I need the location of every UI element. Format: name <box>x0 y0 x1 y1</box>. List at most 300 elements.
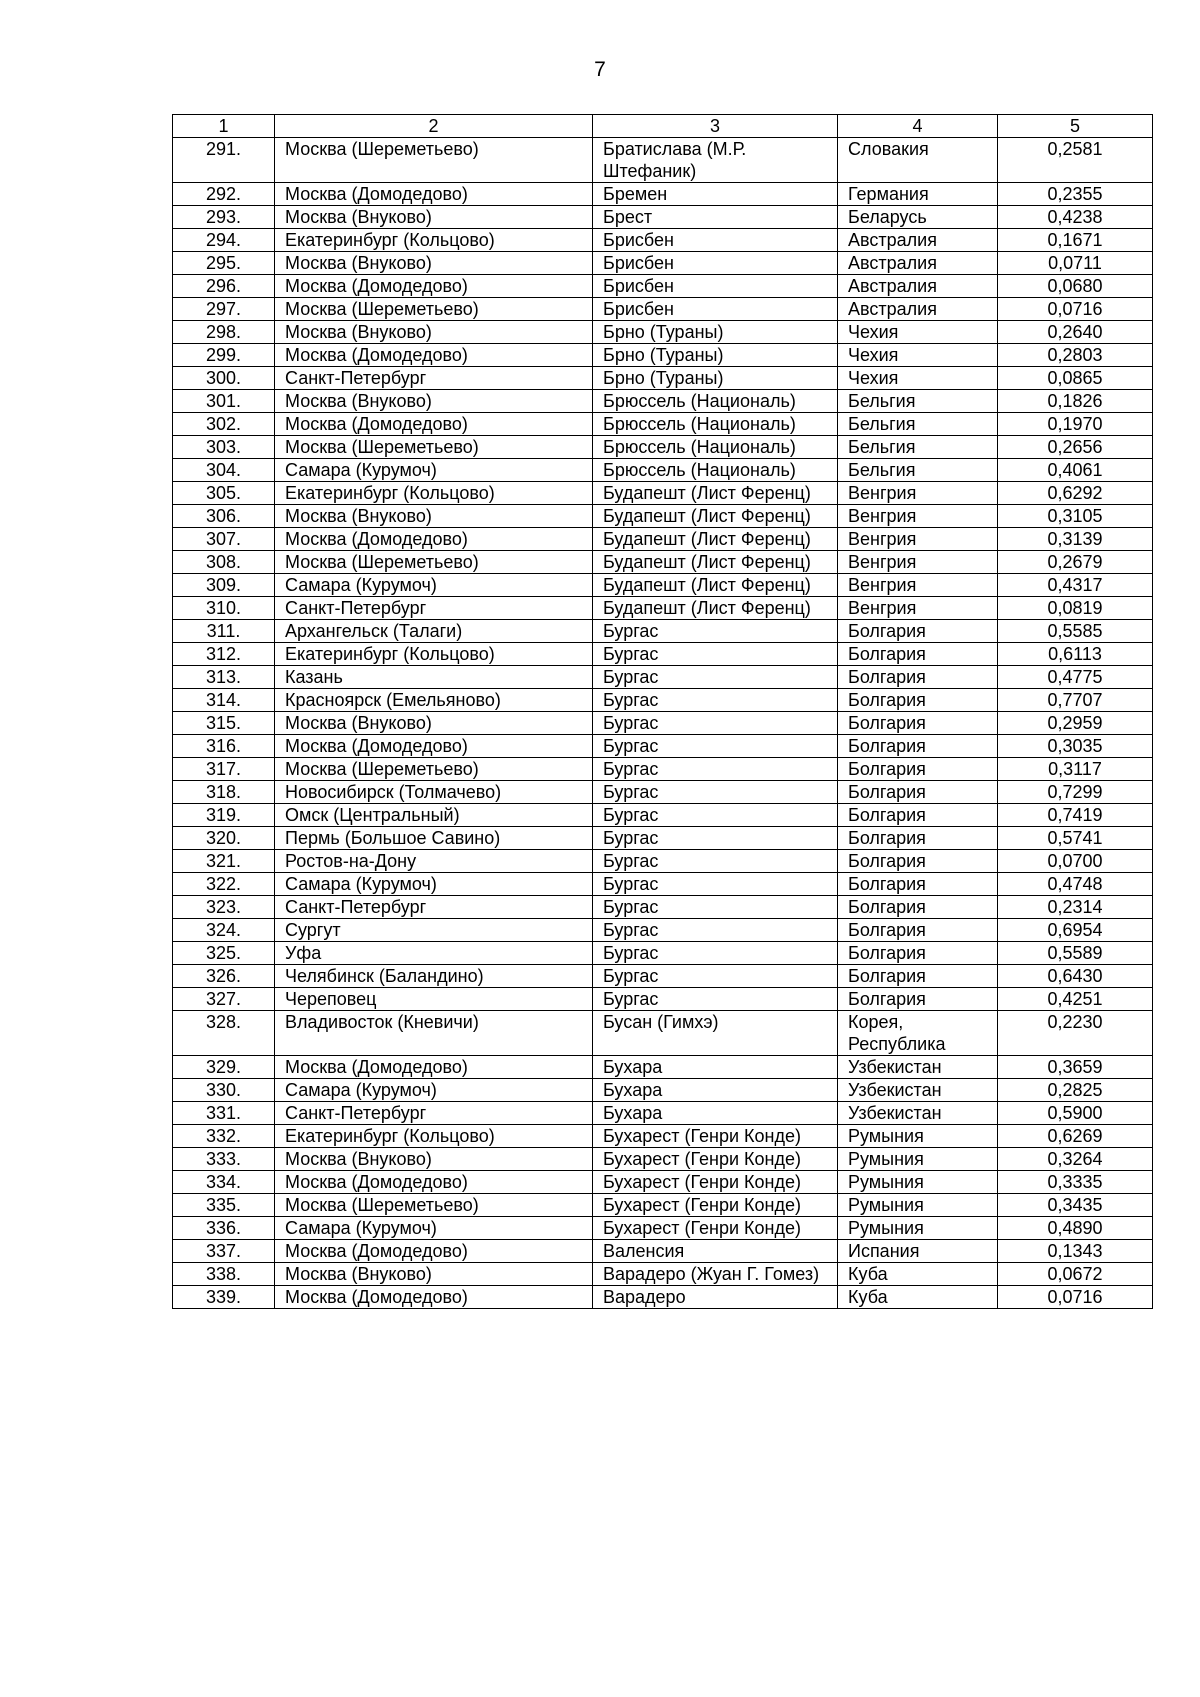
origin-airport: Москва (Внуково) <box>275 252 593 275</box>
destination-airport: Бухарест (Генри Конде) <box>593 1171 838 1194</box>
origin-airport: Самара (Курумоч) <box>275 1217 593 1240</box>
destination-country: Испания <box>838 1240 998 1263</box>
coefficient-value: 0,4890 <box>998 1217 1153 1240</box>
coefficient-value: 0,5585 <box>998 620 1153 643</box>
origin-airport: Москва (Домодедово) <box>275 528 593 551</box>
coefficient-value: 0,2640 <box>998 321 1153 344</box>
row-number: 330. <box>173 1079 275 1102</box>
table-row <box>173 1079 1153 1102</box>
row-number: 299. <box>173 344 275 367</box>
origin-airport: Архангельск (Талаги) <box>275 620 593 643</box>
row-number: 315. <box>173 712 275 735</box>
destination-country: Болгария <box>838 758 998 781</box>
destination-country: Венгрия <box>838 505 998 528</box>
destination-airport: Бургас <box>593 804 838 827</box>
origin-airport: Москва (Домодедово) <box>275 413 593 436</box>
row-number: 300. <box>173 367 275 390</box>
origin-airport: Новосибирск (Толмачево) <box>275 781 593 804</box>
table-row <box>173 390 1153 413</box>
origin-airport: Москва (Шереметьево) <box>275 298 593 321</box>
row-number: 295. <box>173 252 275 275</box>
coefficient-value: 0,0819 <box>998 597 1153 620</box>
row-number: 333. <box>173 1148 275 1171</box>
row-number: 331. <box>173 1102 275 1125</box>
row-number: 306. <box>173 505 275 528</box>
destination-country: Бельгия <box>838 459 998 482</box>
destination-airport: Бухара <box>593 1056 838 1079</box>
origin-airport: Москва (Домодедово) <box>275 1056 593 1079</box>
destination-country: Болгария <box>838 689 998 712</box>
row-number: 291. <box>173 138 275 183</box>
row-number: 312. <box>173 643 275 666</box>
destination-airport: Варадеро <box>593 1286 838 1309</box>
coefficient-value: 0,7707 <box>998 689 1153 712</box>
coefficient-value: 0,6113 <box>998 643 1153 666</box>
table-row <box>173 597 1153 620</box>
coefficient-value: 0,6292 <box>998 482 1153 505</box>
destination-airport: Бургас <box>593 712 838 735</box>
coefficient-value: 0,0680 <box>998 275 1153 298</box>
coefficient-value: 0,2230 <box>998 1011 1153 1056</box>
table-row <box>173 298 1153 321</box>
origin-airport: Пермь (Большое Савино) <box>275 827 593 850</box>
table-row <box>173 965 1153 988</box>
table-row <box>173 505 1153 528</box>
destination-country: Румыния <box>838 1217 998 1240</box>
origin-airport: Москва (Домодедово) <box>275 1286 593 1309</box>
origin-airport: Москва (Внуково) <box>275 206 593 229</box>
row-number: 329. <box>173 1056 275 1079</box>
row-number: 294. <box>173 229 275 252</box>
destination-country: Куба <box>838 1263 998 1286</box>
row-number: 313. <box>173 666 275 689</box>
destination-country: Болгария <box>838 988 998 1011</box>
destination-airport: Брисбен <box>593 252 838 275</box>
destination-airport: Бургас <box>593 643 838 666</box>
table-row <box>173 1171 1153 1194</box>
table-row <box>173 482 1153 505</box>
row-number: 337. <box>173 1240 275 1263</box>
coefficient-value: 0,3435 <box>998 1194 1153 1217</box>
origin-airport: Москва (Домодедово) <box>275 183 593 206</box>
destination-country: Болгария <box>838 850 998 873</box>
destination-country: Бельгия <box>838 390 998 413</box>
row-number: 292. <box>173 183 275 206</box>
destination-airport: Бургас <box>593 827 838 850</box>
row-number: 314. <box>173 689 275 712</box>
destination-airport: Будапешт (Лист Ференц) <box>593 528 838 551</box>
destination-airport: Будапешт (Лист Ференц) <box>593 482 838 505</box>
table-row <box>173 804 1153 827</box>
destination-country: Болгария <box>838 965 998 988</box>
coefficient-value: 0,1970 <box>998 413 1153 436</box>
coefficient-value: 0,1826 <box>998 390 1153 413</box>
destination-country: Румыния <box>838 1125 998 1148</box>
row-number: 334. <box>173 1171 275 1194</box>
column-header-country: 4 <box>838 115 998 138</box>
origin-airport: Москва (Внуково) <box>275 505 593 528</box>
origin-airport: Самара (Курумоч) <box>275 459 593 482</box>
origin-airport: Санкт-Петербург <box>275 1102 593 1125</box>
destination-country: Словакия <box>838 138 998 183</box>
table-row <box>173 321 1153 344</box>
table-row <box>173 367 1153 390</box>
table-row <box>173 1194 1153 1217</box>
destination-country: Чехия <box>838 344 998 367</box>
row-number: 324. <box>173 919 275 942</box>
row-number: 302. <box>173 413 275 436</box>
origin-airport: Москва (Шереметьево) <box>275 436 593 459</box>
destination-airport: Бургас <box>593 735 838 758</box>
destination-country: Узбекистан <box>838 1056 998 1079</box>
destination-airport: Бургас <box>593 620 838 643</box>
row-number: 320. <box>173 827 275 850</box>
destination-country: Венгрия <box>838 528 998 551</box>
column-header-value: 5 <box>998 115 1153 138</box>
destination-country: Болгария <box>838 712 998 735</box>
origin-airport: Москва (Внуково) <box>275 1148 593 1171</box>
table-row <box>173 712 1153 735</box>
coefficient-value: 0,4317 <box>998 574 1153 597</box>
destination-airport: Бухара <box>593 1079 838 1102</box>
origin-airport: Владивосток (Кневичи) <box>275 1011 593 1056</box>
destination-country: Германия <box>838 183 998 206</box>
row-number: 339. <box>173 1286 275 1309</box>
table-row <box>173 413 1153 436</box>
destination-airport: Бухара <box>593 1102 838 1125</box>
row-number: 327. <box>173 988 275 1011</box>
coefficient-value: 0,2355 <box>998 183 1153 206</box>
destination-airport: Бухарест (Генри Конде) <box>593 1194 838 1217</box>
table-row <box>173 183 1153 206</box>
coefficient-value: 0,2314 <box>998 896 1153 919</box>
destination-country: Корея, Республика <box>838 1011 998 1056</box>
row-number: 310. <box>173 597 275 620</box>
coefficient-value: 0,4748 <box>998 873 1153 896</box>
row-number: 298. <box>173 321 275 344</box>
destination-country: Болгария <box>838 896 998 919</box>
row-number: 335. <box>173 1194 275 1217</box>
coefficient-value: 0,3105 <box>998 505 1153 528</box>
coefficient-value: 0,4238 <box>998 206 1153 229</box>
row-number: 309. <box>173 574 275 597</box>
table-row <box>173 275 1153 298</box>
coefficient-value: 0,4061 <box>998 459 1153 482</box>
origin-airport: Екатеринбург (Кольцово) <box>275 229 593 252</box>
origin-airport: Москва (Внуково) <box>275 712 593 735</box>
destination-airport: Брюссель (Националь) <box>593 459 838 482</box>
destination-country: Болгария <box>838 620 998 643</box>
row-number: 319. <box>173 804 275 827</box>
destination-airport: Будапешт (Лист Ференц) <box>593 551 838 574</box>
origin-airport: Москва (Домодедово) <box>275 735 593 758</box>
table-row <box>173 850 1153 873</box>
origin-airport: Санкт-Петербург <box>275 367 593 390</box>
table-row <box>173 252 1153 275</box>
table-row <box>173 1217 1153 1240</box>
row-number: 293. <box>173 206 275 229</box>
origin-airport: Сургут <box>275 919 593 942</box>
origin-airport: Москва (Шереметьево) <box>275 551 593 574</box>
origin-airport: Уфа <box>275 942 593 965</box>
coefficient-value: 0,6430 <box>998 965 1153 988</box>
destination-country: Венгрия <box>838 482 998 505</box>
origin-airport: Красноярск (Емельяново) <box>275 689 593 712</box>
destination-airport: Бремен <box>593 183 838 206</box>
destination-airport: Брюссель (Националь) <box>593 390 838 413</box>
destination-airport: Бухарест (Генри Конде) <box>593 1148 838 1171</box>
destination-country: Бельгия <box>838 413 998 436</box>
column-header-number: 1 <box>173 115 275 138</box>
destination-country: Болгария <box>838 781 998 804</box>
table-row <box>173 873 1153 896</box>
origin-airport: Екатеринбург (Кольцово) <box>275 643 593 666</box>
coefficient-value: 0,3335 <box>998 1171 1153 1194</box>
row-number: 304. <box>173 459 275 482</box>
coefficient-value: 0,1343 <box>998 1240 1153 1263</box>
row-number: 322. <box>173 873 275 896</box>
coefficient-value: 0,3035 <box>998 735 1153 758</box>
coefficient-value: 0,0700 <box>998 850 1153 873</box>
destination-country: Болгария <box>838 873 998 896</box>
destination-airport: Будапешт (Лист Ференц) <box>593 574 838 597</box>
destination-country: Узбекистан <box>838 1079 998 1102</box>
row-number: 336. <box>173 1217 275 1240</box>
table-row <box>173 138 1153 183</box>
destination-airport: Бургас <box>593 896 838 919</box>
table-row <box>173 988 1153 1011</box>
table-row <box>173 643 1153 666</box>
coefficient-value: 0,5589 <box>998 942 1153 965</box>
table-row <box>173 758 1153 781</box>
coefficient-value: 0,3117 <box>998 758 1153 781</box>
table-row <box>173 1056 1153 1079</box>
destination-airport: Бургас <box>593 873 838 896</box>
destination-country: Болгария <box>838 804 998 827</box>
destination-country: Болгария <box>838 827 998 850</box>
origin-airport: Казань <box>275 666 593 689</box>
origin-airport: Москва (Домодедово) <box>275 344 593 367</box>
origin-airport: Москва (Шереметьево) <box>275 758 593 781</box>
coefficient-value: 0,1671 <box>998 229 1153 252</box>
row-number: 338. <box>173 1263 275 1286</box>
row-number: 297. <box>173 298 275 321</box>
origin-airport: Москва (Внуково) <box>275 1263 593 1286</box>
destination-country: Болгария <box>838 735 998 758</box>
destination-country: Австралия <box>838 229 998 252</box>
table-row <box>173 1148 1153 1171</box>
destination-airport: Братислава (М.Р. Штефаник) <box>593 138 838 183</box>
origin-airport: Челябинск (Баландино) <box>275 965 593 988</box>
table-row <box>173 574 1153 597</box>
destination-country: Куба <box>838 1286 998 1309</box>
row-number: 308. <box>173 551 275 574</box>
table-body <box>173 138 1153 1309</box>
destination-airport: Брисбен <box>593 298 838 321</box>
destination-airport: Брисбен <box>593 275 838 298</box>
coefficient-value: 0,2803 <box>998 344 1153 367</box>
table-row <box>173 1286 1153 1309</box>
destination-airport: Бургас <box>593 781 838 804</box>
coefficient-value: 0,0672 <box>998 1263 1153 1286</box>
column-header-origin: 2 <box>275 115 593 138</box>
table-row <box>173 1011 1153 1056</box>
destination-airport: Бургас <box>593 666 838 689</box>
destination-airport: Бургас <box>593 850 838 873</box>
destination-country: Румыния <box>838 1148 998 1171</box>
table-row <box>173 551 1153 574</box>
row-number: 328. <box>173 1011 275 1056</box>
origin-airport: Санкт-Петербург <box>275 896 593 919</box>
table-row <box>173 1240 1153 1263</box>
destination-airport: Бургас <box>593 689 838 712</box>
destination-airport: Брно (Тураны) <box>593 344 838 367</box>
row-number: 332. <box>173 1125 275 1148</box>
table-row <box>173 781 1153 804</box>
row-number: 326. <box>173 965 275 988</box>
coefficient-value: 0,6269 <box>998 1125 1153 1148</box>
table-row <box>173 436 1153 459</box>
origin-airport: Санкт-Петербург <box>275 597 593 620</box>
destination-airport: Брюссель (Националь) <box>593 436 838 459</box>
table-row <box>173 827 1153 850</box>
destination-airport: Брно (Тураны) <box>593 367 838 390</box>
destination-country: Болгария <box>838 643 998 666</box>
table-header-row <box>173 115 1153 138</box>
destination-country: Чехия <box>838 367 998 390</box>
destination-airport: Бусан (Гимхэ) <box>593 1011 838 1056</box>
origin-airport: Омск (Центральный) <box>275 804 593 827</box>
origin-airport: Москва (Домодедово) <box>275 1240 593 1263</box>
coefficient-value: 0,5741 <box>998 827 1153 850</box>
coefficient-value: 0,3659 <box>998 1056 1153 1079</box>
destination-airport: Будапешт (Лист Ференц) <box>593 597 838 620</box>
row-number: 296. <box>173 275 275 298</box>
coefficient-value: 0,7419 <box>998 804 1153 827</box>
origin-airport: Москва (Домодедово) <box>275 1171 593 1194</box>
origin-airport: Самара (Курумоч) <box>275 873 593 896</box>
destination-country: Венгрия <box>838 574 998 597</box>
table-row <box>173 689 1153 712</box>
destination-airport: Бургас <box>593 942 838 965</box>
origin-airport: Самара (Курумоч) <box>275 574 593 597</box>
table-row <box>173 896 1153 919</box>
destination-airport: Бургас <box>593 988 838 1011</box>
table-row <box>173 206 1153 229</box>
row-number: 325. <box>173 942 275 965</box>
row-number: 311. <box>173 620 275 643</box>
destination-airport: Брисбен <box>593 229 838 252</box>
row-number: 301. <box>173 390 275 413</box>
destination-country: Бельгия <box>838 436 998 459</box>
table-row <box>173 919 1153 942</box>
table-row <box>173 528 1153 551</box>
destination-airport: Валенсия <box>593 1240 838 1263</box>
column-header-destination: 3 <box>593 115 838 138</box>
origin-airport: Ростов-на-Дону <box>275 850 593 873</box>
coefficient-value: 0,2825 <box>998 1079 1153 1102</box>
table-row <box>173 1102 1153 1125</box>
table-row <box>173 942 1153 965</box>
row-number: 305. <box>173 482 275 505</box>
origin-airport: Екатеринбург (Кольцово) <box>275 482 593 505</box>
page-number: 7 <box>594 58 606 81</box>
destination-airport: Брюссель (Националь) <box>593 413 838 436</box>
coefficient-value: 0,2679 <box>998 551 1153 574</box>
destination-airport: Бургас <box>593 758 838 781</box>
table-row <box>173 735 1153 758</box>
coefficient-value: 0,0865 <box>998 367 1153 390</box>
origin-airport: Москва (Внуково) <box>275 390 593 413</box>
coefficient-value: 0,3139 <box>998 528 1153 551</box>
routes-table <box>172 114 1153 1309</box>
row-number: 321. <box>173 850 275 873</box>
destination-country: Чехия <box>838 321 998 344</box>
origin-airport: Москва (Домодедово) <box>275 275 593 298</box>
row-number: 307. <box>173 528 275 551</box>
destination-country: Австралия <box>838 275 998 298</box>
destination-airport: Брно (Тураны) <box>593 321 838 344</box>
destination-country: Венгрия <box>838 597 998 620</box>
destination-country: Болгария <box>838 666 998 689</box>
coefficient-value: 0,6954 <box>998 919 1153 942</box>
coefficient-value: 0,2581 <box>998 138 1153 183</box>
origin-airport: Екатеринбург (Кольцово) <box>275 1125 593 1148</box>
table-row <box>173 1263 1153 1286</box>
row-number: 323. <box>173 896 275 919</box>
destination-airport: Бургас <box>593 919 838 942</box>
coefficient-value: 0,3264 <box>998 1148 1153 1171</box>
origin-airport: Москва (Внуково) <box>275 321 593 344</box>
destination-country: Болгария <box>838 942 998 965</box>
destination-airport: Бухарест (Генри Конде) <box>593 1125 838 1148</box>
origin-airport: Москва (Шереметьево) <box>275 138 593 183</box>
coefficient-value: 0,0716 <box>998 298 1153 321</box>
origin-airport: Череповец <box>275 988 593 1011</box>
row-number: 303. <box>173 436 275 459</box>
row-number: 318. <box>173 781 275 804</box>
origin-airport: Самара (Курумоч) <box>275 1079 593 1102</box>
destination-country: Венгрия <box>838 551 998 574</box>
origin-airport: Москва (Шереметьево) <box>275 1194 593 1217</box>
coefficient-value: 0,4251 <box>998 988 1153 1011</box>
table-row <box>173 1125 1153 1148</box>
destination-airport: Бухарест (Генри Конде) <box>593 1217 838 1240</box>
row-number: 317. <box>173 758 275 781</box>
destination-country: Узбекистан <box>838 1102 998 1125</box>
coefficient-value: 0,0711 <box>998 252 1153 275</box>
coefficient-value: 0,0716 <box>998 1286 1153 1309</box>
destination-country: Румыния <box>838 1194 998 1217</box>
destination-country: Австралия <box>838 252 998 275</box>
destination-airport: Брест <box>593 206 838 229</box>
table-row <box>173 459 1153 482</box>
destination-airport: Варадеро (Жуан Г. Гомез) <box>593 1263 838 1286</box>
table-row <box>173 229 1153 252</box>
row-number: 316. <box>173 735 275 758</box>
table-row <box>173 620 1153 643</box>
destination-airport: Будапешт (Лист Ференц) <box>593 505 838 528</box>
destination-country: Румыния <box>838 1171 998 1194</box>
coefficient-value: 0,2959 <box>998 712 1153 735</box>
destination-country: Болгария <box>838 919 998 942</box>
coefficient-value: 0,7299 <box>998 781 1153 804</box>
coefficient-value: 0,5900 <box>998 1102 1153 1125</box>
coefficient-value: 0,4775 <box>998 666 1153 689</box>
table-row <box>173 344 1153 367</box>
coefficient-value: 0,2656 <box>998 436 1153 459</box>
destination-country: Беларусь <box>838 206 998 229</box>
